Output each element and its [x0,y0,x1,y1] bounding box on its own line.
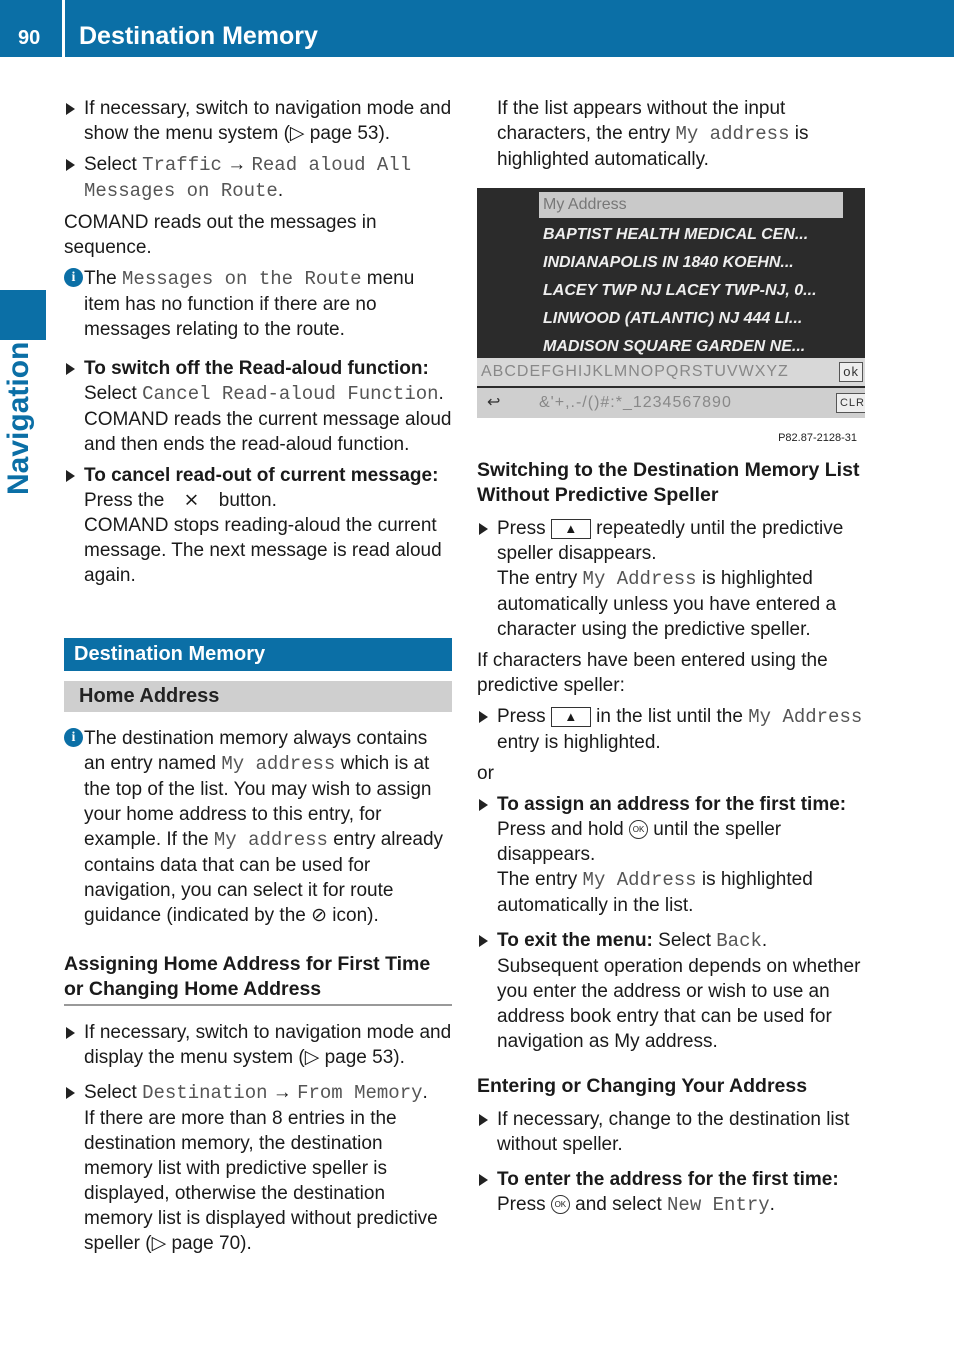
step: To assign an address for the first time: Press and hold OK until the speller disappears. The entry My Address is highlighted automatically in the list. [477,792,865,918]
step: Press ▲ in the list until the My Address entry is highlighted. [477,704,865,755]
page-title: Destination Memory [79,22,318,50]
subheading: Switching to the Destination Memory List Without Predictive Speller [477,459,860,506]
info-icon: i [64,268,83,287]
list-item: My Address [539,192,843,218]
speller-symbols: ↩ &'+,.-/()#:*_1234567890 CLR [477,388,865,418]
step: To exit the menu: Select Back. Subsequent operation depends on whether you enter the address or wish to use an address book entry that can be used for navigation as My address. [477,928,865,1054]
side-tab-label: Navigation [2,341,35,495]
info-note: i The Messages on the Route menu item has no function if there are no messages relating to the route. [64,266,452,342]
step: Select Traffic → Read aloud All Messages on Route. [64,152,452,204]
step: If necessary, change to the destination list without speller. [477,1107,865,1157]
step: To cancel read-out of current message: Press the ⨯ button. COMAND stops reading-aloud the current message. The next message is read aloud again. [64,463,452,588]
back-arrow-icon: ↩ [487,394,502,411]
step: If necessary, switch to navigation mode and display the menu system (▷ page 53). [64,1020,452,1070]
step: Select Destination → From Memory. If there are more than 8 entries in the destination memory, the destination memory list with predictive speller is displayed, otherwise the destination memory list is displayed without predictive speller (▷ page 70). [64,1080,452,1256]
destination-list-screen [477,188,865,418]
section-heading: Destination Memory [64,638,452,671]
list-item: LINWOOD (ATLANTIC) NJ 444 LI... [543,310,803,327]
left-column [64,96,452,1262]
step: If necessary, switch to navigation mode and show the menu system (▷ page 53). [64,96,452,146]
info-icon: i [64,728,83,747]
subheading: Entering or Changing Your Address [477,1075,808,1097]
figure-code: P82.87-2128-31 [778,432,857,444]
right-column [477,96,865,1224]
up-key-icon: ▲ [551,707,591,727]
subheading: Assigning Home Address for First Time or Changing Home Address [64,952,452,1006]
ok-button-icon: OK [551,1195,570,1214]
header-separator [62,0,65,57]
list-item: BAPTIST HEALTH MEDICAL CEN... [543,226,809,243]
step: To switch off the Read-aloud function: Select Cancel Read-aloud Function. COMAND reads the current message aloud and then ends the read-aloud function. [64,356,452,457]
paragraph: or [477,763,494,784]
list-item: MADISON SQUARE GARDEN NE... [543,338,806,355]
list-item: INDIANAPOLIS IN 1840 KOEHN... [543,254,794,271]
mute-icon: ⨯ [183,490,200,511]
screen-illustration [477,188,865,444]
paragraph: COMAND reads out the messages in sequence. [64,212,377,258]
list-item: LACEY TWP NJ LACEY TWP-NJ, 0... [543,282,817,299]
step: Press ▲ repeatedly until the predictive speller disappears. The entry My Address is highlighted automatically unless you have entered a character using the predictive speller. [477,516,865,642]
subsection-heading: Home Address [64,681,452,712]
clear-key: CLR [836,393,865,413]
ok-button-icon: OK [629,820,648,839]
step: To enter the address for the first time: Press OK and select New Entry. [477,1167,865,1218]
up-key-icon: ▲ [551,519,591,539]
side-tab-marker [0,290,46,340]
paragraph: If the list appears without the input characters, the entry My address is highlighted automatically. [497,98,809,170]
speller-letters: ABCDEFGHIJKLMNOPQRSTUVWXYZ ok [477,358,865,386]
page-number: 90 [18,27,41,49]
info-note: i The destination memory always contains an entry named My address which is at the top of the list. You may wish to assign your home address to this entry, for example. If the My address entry already contains data that can be used for navigation, you can select it for route guidance (indicated by the ⊘ icon). [64,726,452,928]
paragraph: If characters have been entered using the predictive speller: [477,650,828,696]
ok-key: ok [839,362,863,382]
